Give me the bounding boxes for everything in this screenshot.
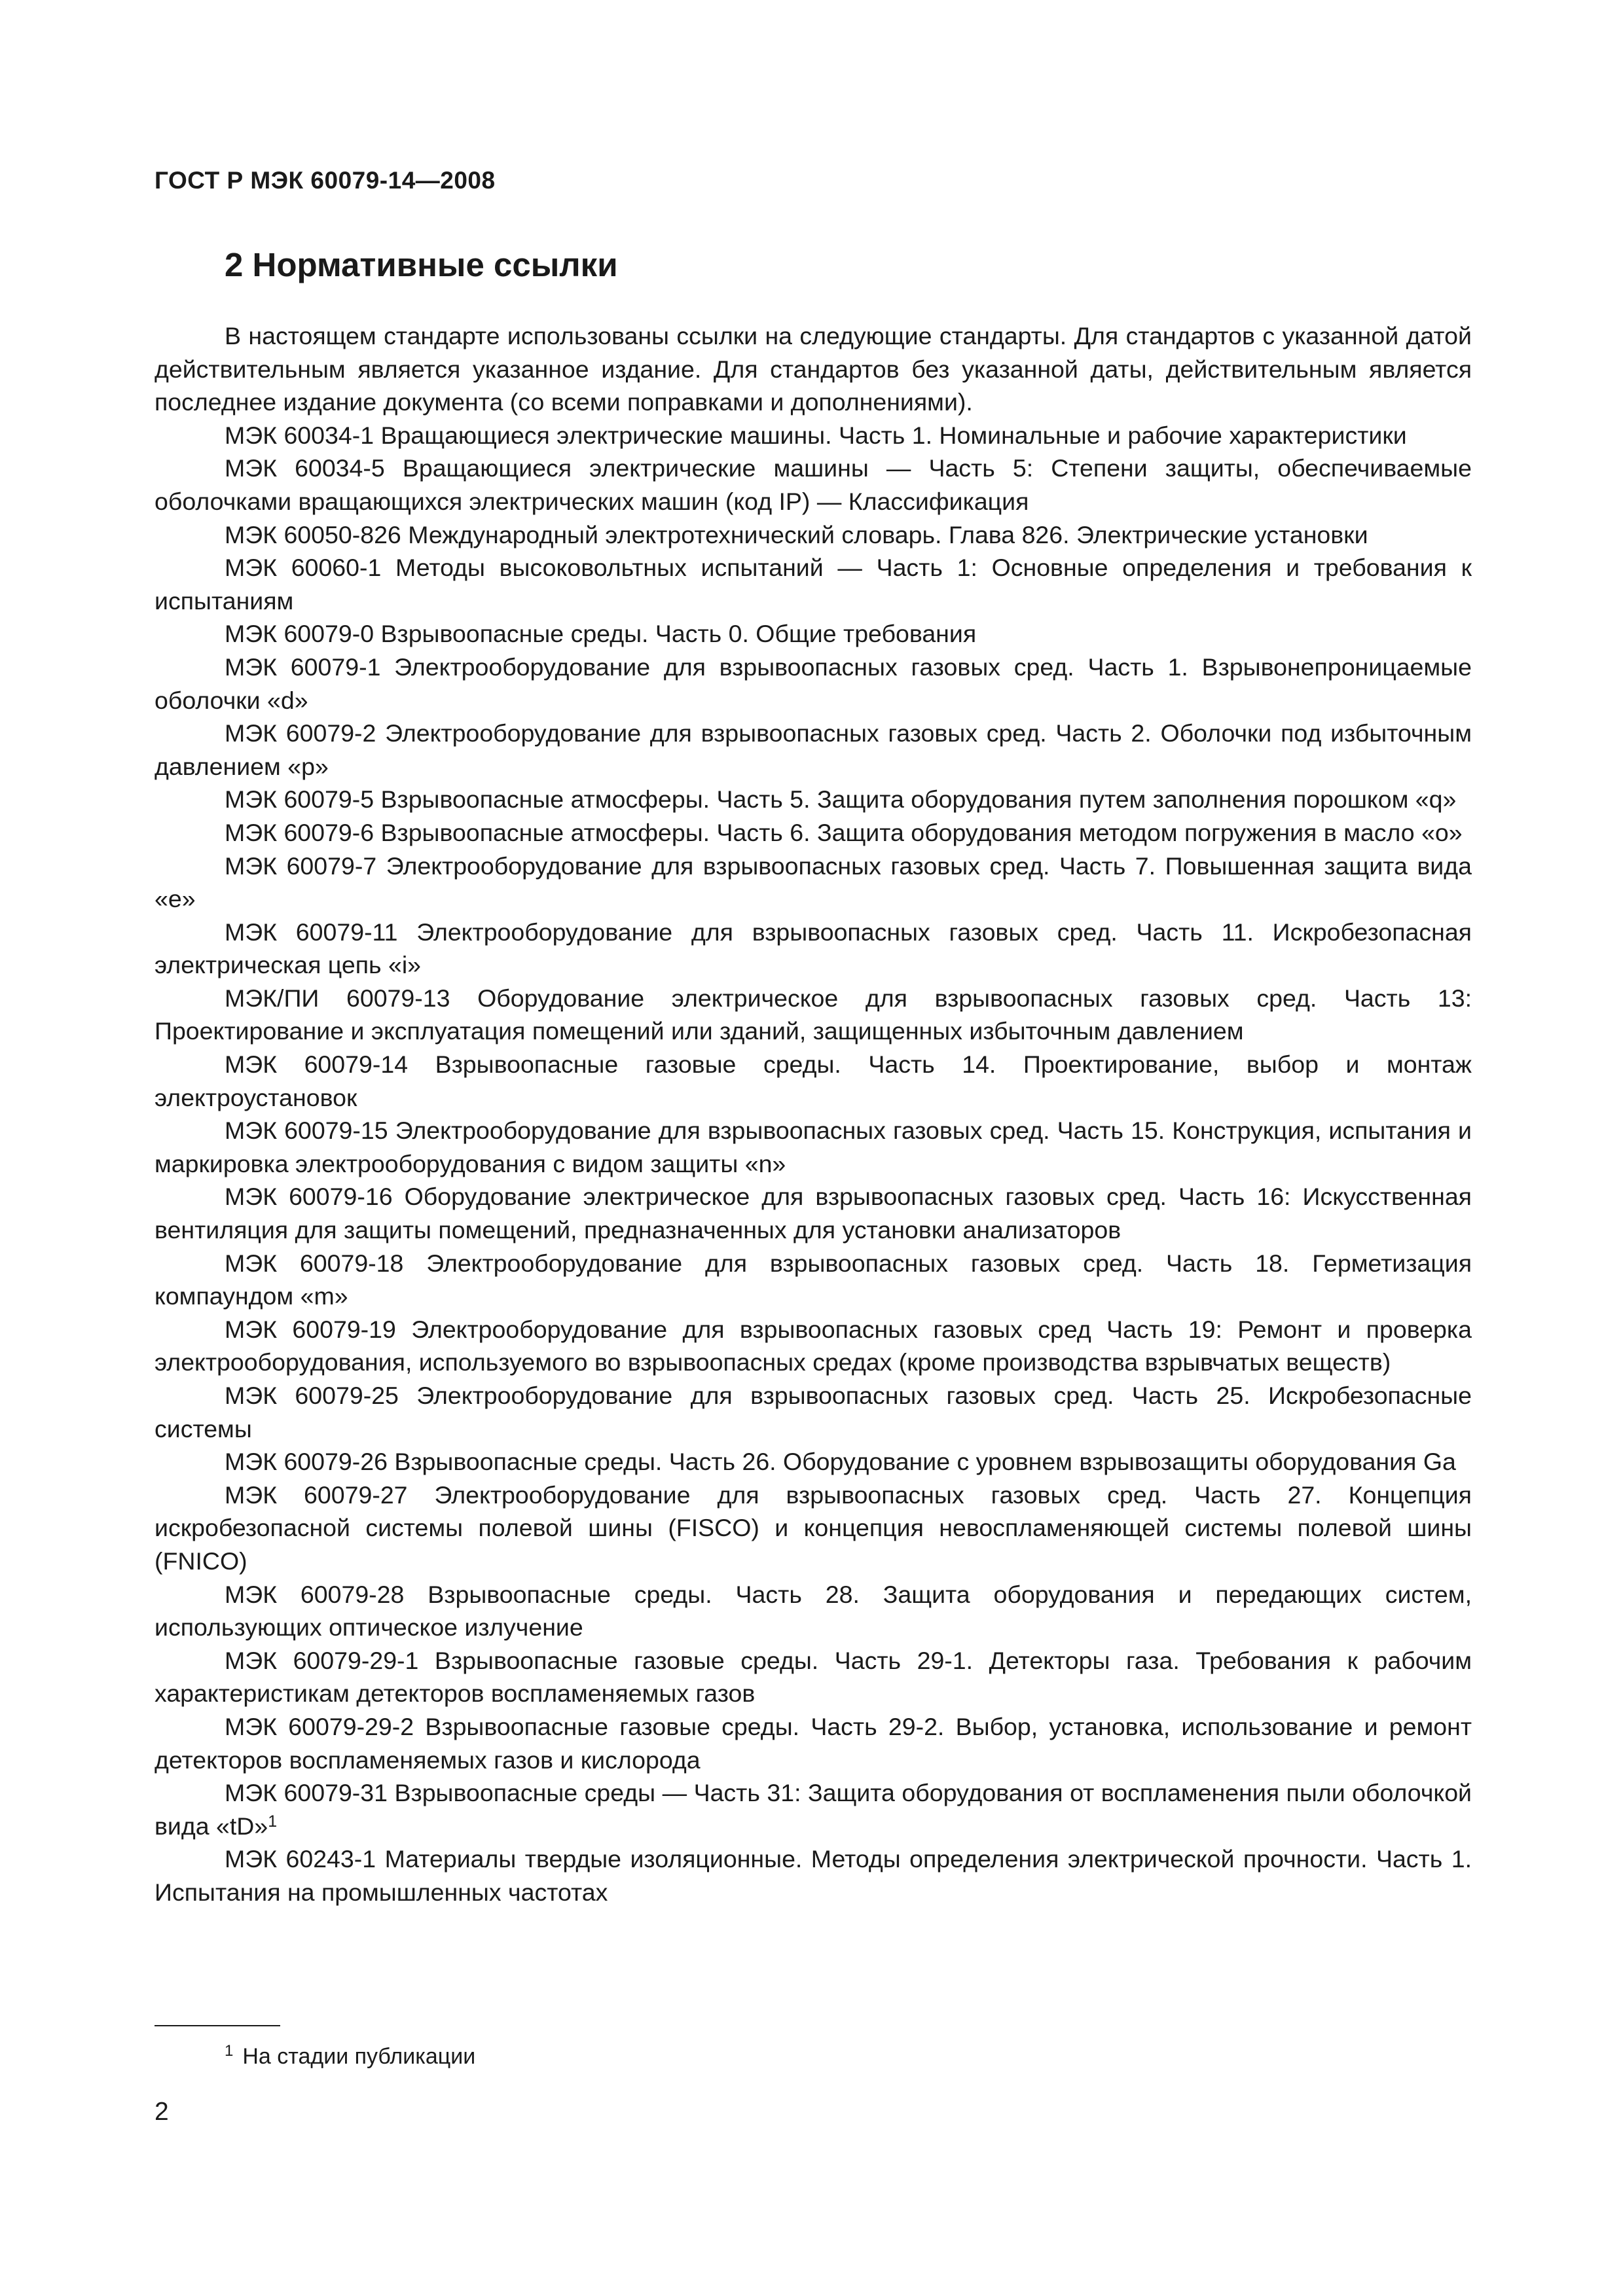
- footnote-marker: 1: [225, 2042, 234, 2060]
- reference-item: МЭК 60079-26 Взрывоопасные среды. Часть 26. Оборудование с уровнем взрывозащиты оборудования Ga: [225, 1448, 1456, 1476]
- page-number: 2: [155, 2098, 169, 2126]
- reference-item: МЭК 60079-7 Электрооборудование для взрывоопасных газовых сред. Часть 7. Повышенная защита вида «е»: [155, 852, 1472, 913]
- reference-item: МЭК 60079-29-1 Взрывоопасные газовые среды. Часть 29-1. Детекторы газа. Требования к рабочим характеристикам детекторов воспламеняемых газов: [155, 1646, 1472, 1708]
- footnote-divider: [155, 2025, 280, 2026]
- reference-item: МЭК 60079-6 Взрывоопасные атмосферы. Часть 6. Защита оборудования методом погружения в масло «o»: [225, 818, 1463, 846]
- reference-item: МЭК 60079-0 Взрывоопасные среды. Часть 0. Общие требования: [225, 620, 977, 648]
- reference-item: МЭК 60079-2 Электрооборудование для взрывоопасных газовых сред. Часть 2. Оболочки под избыточным давлением «p»: [155, 719, 1472, 780]
- reference-item: МЭК 60079-11 Электрооборудование для взрывоопасных газовых сред. Часть 11. Искробезопасная электрическая цепь «i»: [155, 918, 1472, 979]
- footnote-reference[interactable]: 1: [268, 1812, 278, 1831]
- reference-item: МЭК 60079-29-2 Взрывоопасные газовые среды. Часть 29-2. Выбор, установка, использование и ремонт детекторов воспламеняемых газов и кислорода: [155, 1712, 1472, 1774]
- reference-item: МЭК 60079-5 Взрывоопасные атмосферы. Часть 5. Защита оборудования путем заполнения порошком «q»: [225, 785, 1457, 814]
- section-title: 2 Нормативные ссылки: [225, 246, 618, 283]
- reference-item: МЭК/ПИ 60079-13 Оборудование электрическое для взрывоопасных газовых сред. Часть 13: Проектирование и эксплуатация помещений или зданий, защищенных избыточным давлением: [155, 984, 1472, 1045]
- reference-item: МЭК 60050-826 Международный электротехнический словарь. Глава 826. Электрические установки: [225, 520, 1368, 548]
- reference-item: МЭК 60034-5 Вращающиеся электрические машины — Часть 5: Степени защиты, обеспечиваемые оболочками вращающихся электрических машин (код IP) — Классификация: [155, 454, 1472, 515]
- reference-item: [155, 1776, 1472, 1842]
- reference-item: МЭК 60243-1 Материалы твердые изоляционные. Методы определения электрической прочности. Часть 1. Испытания на промышленных частотах: [155, 1845, 1472, 1906]
- reference-item: МЭК 60079-28 Взрывоопасные среды. Часть 28. Защита оборудования и передающих систем, использующих оптическое излучение: [155, 1580, 1472, 1641]
- reference-item: МЭК 60079-18 Электрооборудование для взрывоопасных газовых сред. Часть 18. Герметизация компаундом «m»: [155, 1249, 1472, 1310]
- reference-item: МЭК 60079-14 Взрывоопасные газовые среды. Часть 14. Проектирование, выбор и монтаж электроустановок: [155, 1050, 1472, 1111]
- intro-paragraph: В настоящем стандарте использованы ссылки на следующие стандарты. Для стандартов с указанной датой действительным является указанное издание. Для стандартов без указанной даты, действительным является последнее издание документа (со всеми поправками и дополнениями).: [155, 322, 1472, 416]
- reference-item: МЭК 60034-1 Вращающиеся электрические машины. Часть 1. Номинальные и рабочие характеристики: [225, 421, 1407, 449]
- reference-item: МЭК 60079-1 Электрооборудование для взрывоопасных газовых сред. Часть 1. Взрывонепроницаемые оболочки «d»: [155, 653, 1472, 714]
- reference-item-text: МЭК 60079-31 Взрывоопасные среды — Часть 31: Защита оборудования от воспламенения пыли оболочкой вида «tD»: [155, 1779, 1472, 1840]
- reference-item: МЭК 60079-25 Электрооборудование для взрывоопасных газовых сред. Часть 25. Искробезопасные системы: [155, 1382, 1472, 1443]
- document-code-header: ГОСТ Р МЭК 60079-14—2008: [155, 167, 496, 194]
- reference-item: МЭК 60079-19 Электрооборудование для взрывоопасных газовых сред Часть 19: Ремонт и проверка электрооборудования, используемого во взрывоопасных средах (кроме производства взрывчатых веществ): [155, 1315, 1472, 1376]
- reference-item: МЭК 60060-1 Методы высоковольтных испытаний — Часть 1: Основные определения и требования к испытаниям: [155, 554, 1472, 615]
- footnote: [225, 2037, 475, 2071]
- reference-item: МЭК 60079-16 Оборудование электрическое для взрывоопасных газовых сред. Часть 16: Искусственная вентиляция для защиты помещений, предназначенных для установки анализаторов: [155, 1183, 1472, 1244]
- reference-item: МЭК 60079-15 Электрооборудование для взрывоопасных газовых сред. Часть 15. Конструкция, испытания и маркировка электрооборудования с видом защиты «n»: [155, 1117, 1472, 1177]
- footnote-text: На стадии публикации: [242, 2044, 476, 2069]
- reference-item: МЭК 60079-27 Электрооборудование для взрывоопасных газовых сред. Часть 27. Концепция искробезопасной системы полевой шины (FISCO) и концепция невоспламеняющей системы полевой шины (FNICO): [155, 1480, 1472, 1575]
- references-body: [155, 319, 1472, 1909]
